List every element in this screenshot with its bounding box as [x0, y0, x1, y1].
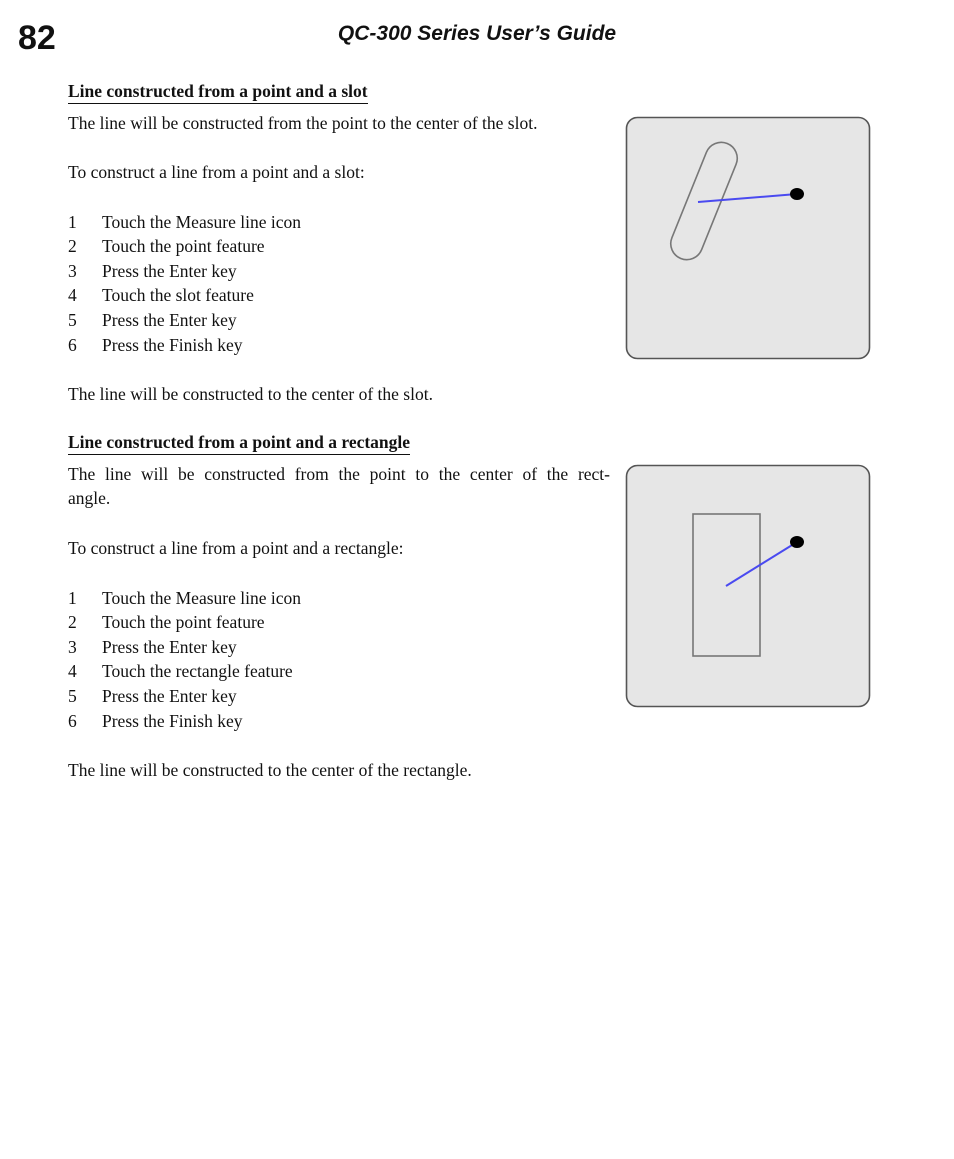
intro-line: angle.	[68, 488, 111, 508]
step-text: Touch the Measure line icon	[102, 212, 301, 232]
step-number: 6	[68, 335, 77, 355]
step-number: 4	[68, 661, 77, 681]
step-text: Press the Finish key	[102, 711, 243, 731]
step-text: Touch the point feature	[102, 612, 265, 632]
step-number: 2	[68, 236, 77, 256]
section-point-rectangle	[68, 431, 613, 791]
step-number: 3	[68, 637, 77, 657]
step-text: Press the Enter key	[102, 310, 237, 330]
lead-paragraph: To construct a line from a point and a slot:	[68, 162, 365, 182]
diagram-panel	[627, 466, 870, 707]
section-heading: Line constructed from a point and a rectangle	[68, 431, 410, 455]
slot-line-diagram-icon	[625, 116, 871, 360]
step-number: 1	[68, 588, 77, 608]
point-marker	[790, 536, 804, 548]
step-text: Press the Enter key	[102, 637, 237, 657]
step-number: 5	[68, 310, 77, 330]
lead-paragraph: To construct a line from a point and a rectangle:	[68, 538, 404, 558]
step-number: 6	[68, 711, 77, 731]
step-text: Press the Enter key	[102, 261, 237, 281]
point-marker	[790, 188, 804, 200]
section-point-slot	[68, 80, 613, 410]
outro-paragraph: The line will be constructed to the center of the rectangle.	[68, 760, 472, 780]
step-text: Touch the Measure line icon	[102, 588, 301, 608]
section-heading: Line constructed from a point and a slot	[68, 80, 368, 104]
step-text: Touch the slot feature	[102, 285, 254, 305]
step-text: Press the Enter key	[102, 686, 237, 706]
step-number: 5	[68, 686, 77, 706]
step-number: 4	[68, 285, 77, 305]
outro-paragraph: The line will be constructed to the center of the slot.	[68, 384, 433, 404]
intro-paragraph	[68, 462, 610, 510]
step-text: Touch the point feature	[102, 236, 265, 256]
step-text: Press the Finish key	[102, 335, 243, 355]
running-header-title: QC-300 Series User’s Guide	[337, 22, 617, 45]
rectangle-line-diagram-icon	[625, 464, 871, 708]
step-number: 1	[68, 212, 77, 232]
step-number: 3	[68, 261, 77, 281]
intro-line: The line will be constructed from the point to the center of the rect-	[68, 464, 610, 484]
page-number: 82	[18, 19, 56, 57]
step-text: Touch the rectangle feature	[102, 661, 293, 681]
intro-paragraph: The line will be constructed from the point to the center of the slot.	[68, 113, 538, 133]
diagram-panel	[627, 118, 870, 359]
step-number: 2	[68, 612, 77, 632]
